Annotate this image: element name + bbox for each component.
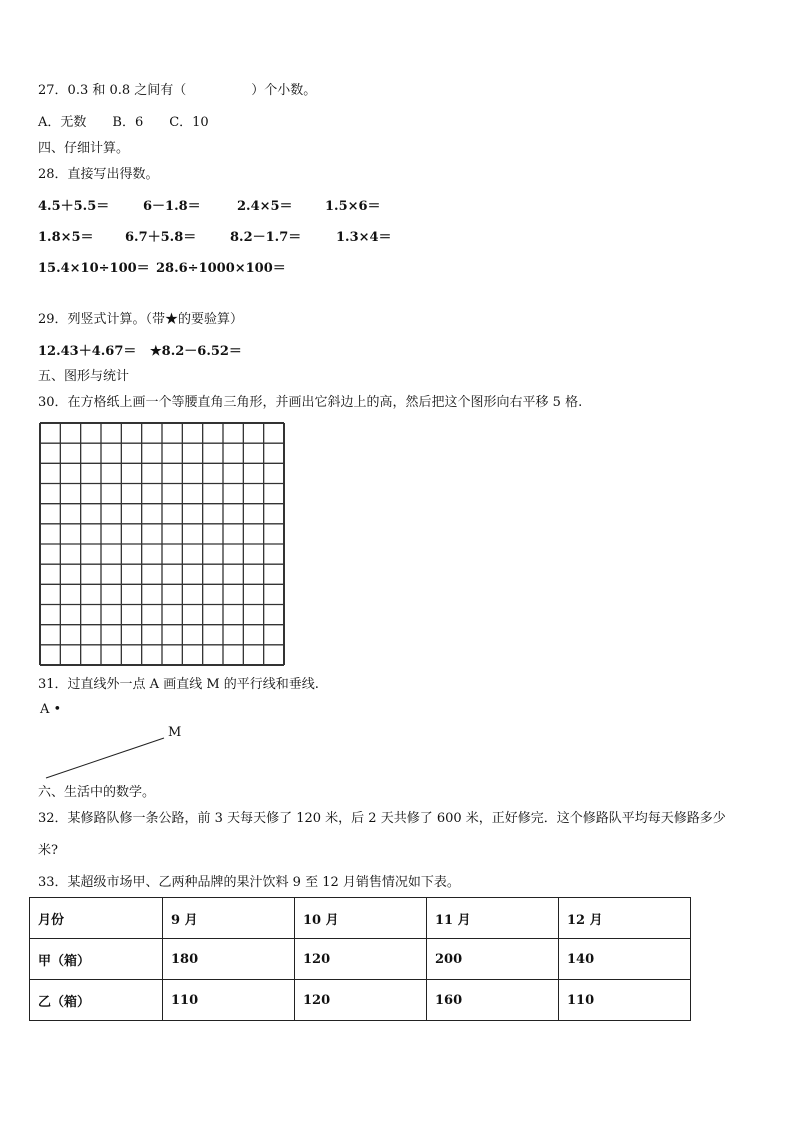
calc-item: 15.4×10÷100＝ (38, 261, 150, 276)
calc-item: 1.5×6＝ (325, 199, 381, 214)
calc-item: 28.6÷1000×100＝ (156, 261, 286, 276)
table-cell: 110 (163, 980, 295, 1021)
question-29-stem: 29．列竖式计算。（带★的要验算） (38, 312, 244, 327)
table-cell: 甲（箱） (30, 939, 163, 980)
question-30-stem: 30．在方格纸上画一个等腰直角三角形，并画出它斜边上的高，然后把这个图形向右平移 5 格. (38, 395, 583, 410)
table-cell: 120 (295, 980, 427, 1021)
square-grid (39, 422, 285, 666)
question-27-stem: 27．0.3 和 0.8 之间有（ ）个小数。 (38, 83, 317, 98)
point-a-label (40, 702, 61, 718)
calc-item: 4.5＋5.5＝ (38, 199, 110, 214)
question-28-stem: 28．直接写出得数。 (38, 167, 159, 182)
table-header-cell: 12 月 (559, 898, 691, 939)
table-cell: 120 (295, 939, 427, 980)
calc-item: 12.43＋4.67＝ (38, 344, 137, 359)
point-a-dot-icon: • (49, 702, 62, 717)
table-cell: 200 (427, 939, 559, 980)
table-header-cell: 10 月 (295, 898, 427, 939)
line-m (38, 722, 168, 782)
section-4-heading: 四、仔细计算。 (38, 141, 130, 156)
question-32-stem-line-1: 32．某修路队修一条公路，前 3 天每天修了 120 米，后 2 天共修了 600 米，正好修完．这个修路队平均每天修路多少 (38, 811, 726, 826)
calc-item: ★8.2－6.52＝ (150, 344, 242, 359)
table-cell: 180 (163, 939, 295, 980)
question-31-stem: 31．过直线外一点 A 画直线 M 的平行线和垂线. (38, 677, 319, 692)
calc-item: 1.8×5＝ (38, 230, 94, 245)
table-header-row (30, 898, 691, 939)
table-header-cell: 月份 (30, 898, 163, 939)
calc-item: 6－1.8＝ (143, 199, 201, 214)
table-row (30, 980, 691, 1021)
question-33-stem: 33．某超级市场甲、乙两种品牌的果汁饮料 9 至 12 月销售情况如下表。 (38, 875, 460, 890)
table-header-cell: 11 月 (427, 898, 559, 939)
table-row (30, 939, 691, 980)
calc-item: 8.2－1.7＝ (230, 230, 302, 245)
table-cell: 140 (559, 939, 691, 980)
point-a-letter: A (40, 702, 50, 717)
table-cell: 乙（箱） (30, 980, 163, 1021)
table-cell: 160 (427, 980, 559, 1021)
table-header-cell: 9 月 (163, 898, 295, 939)
line-m-label: M (168, 725, 182, 740)
section-6-heading: 六、生活中的数学。 (38, 785, 156, 800)
section-5-heading: 五、图形与统计 (38, 369, 130, 384)
calc-item: 2.4×5＝ (237, 199, 293, 214)
question-27-options: A．无数 B．6 C．10 (38, 115, 209, 130)
calc-item: 6.7＋5.8＝ (125, 230, 197, 245)
line-m-segment (46, 738, 164, 778)
question-32-stem-line-2: 米? (38, 843, 58, 858)
calc-item: 1.3×4＝ (336, 230, 392, 245)
table-cell: 110 (559, 980, 691, 1021)
sales-table (29, 897, 691, 1021)
